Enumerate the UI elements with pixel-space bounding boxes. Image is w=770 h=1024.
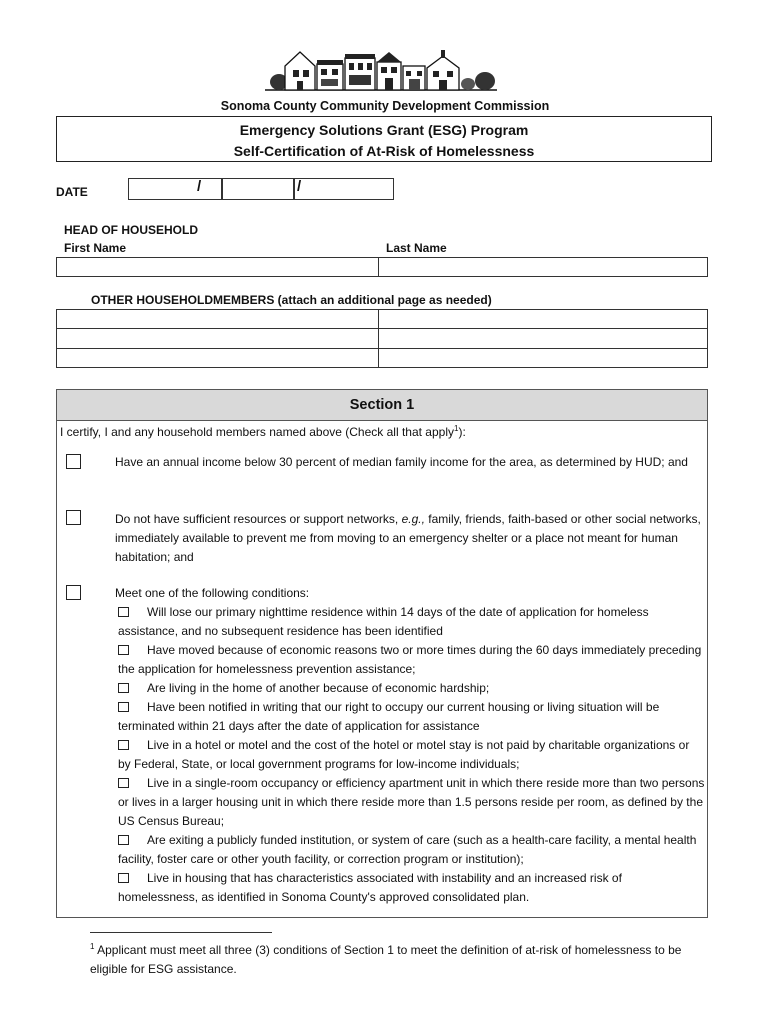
income-criterion-text: Have an annual income below 30 percent of median family income for the area, as determined by HUD; and — [115, 455, 688, 469]
agency-name: Sonoma County Community Development Commission — [220, 99, 550, 113]
conditions-checkbox[interactable] — [66, 585, 81, 600]
condition-checkbox[interactable] — [118, 607, 129, 617]
date-year-field[interactable] — [294, 178, 394, 200]
last-name-field[interactable] — [378, 257, 708, 277]
condition-item: Will lose our primary nighttime residence within 14 days of the date of application for homeless assistance, and no subsequent residence has been identified — [118, 605, 649, 638]
date-label: DATE — [56, 185, 88, 199]
condition-checkbox[interactable] — [118, 835, 129, 845]
condition-checkbox[interactable] — [118, 645, 129, 655]
head-of-household-label: HEAD OF HOUSEHOLD — [64, 223, 199, 237]
conditions-list — [115, 584, 705, 907]
resources-criterion-text: Do not have sufficient resources or support networks, e.g., family, friends, faith-based or other social networks, immediately available to prevent me from moving to an emergency shelter or a place not meant for human habitation; and — [115, 512, 701, 564]
member-name-field[interactable] — [56, 309, 379, 329]
member-name-field[interactable] — [378, 328, 708, 349]
certify-intro: I certify, I and any household members named above (Check all that apply$^1$): — [60, 424, 466, 439]
condition-item: Have moved because of economic reasons two or more times during the 60 days immediately preceding the application for homelessness prevention assistance; — [118, 643, 702, 676]
condition-item: Live in housing that has characteristics associated with instability and an increased risk of homelessness, as identified in Sonoma County's approved consolidated plan. — [118, 871, 622, 904]
date-separator: / — [197, 178, 202, 195]
date-month-field[interactable] — [128, 178, 222, 200]
member-name-field[interactable] — [378, 348, 708, 368]
form-title — [56, 116, 712, 162]
first-name-label: First Name — [64, 241, 127, 255]
member-name-field[interactable] — [56, 328, 379, 349]
member-name-field[interactable] — [378, 309, 708, 329]
member-name-field[interactable] — [56, 348, 379, 368]
footnote: $^1$ Applicant must meet all three (3) conditions of Section 1 to meet the definition of at-risk of homelessness to be eligible for ESG assistance. — [90, 942, 682, 976]
condition-item: Are living in the home of another because of economic hardship; — [115, 679, 705, 698]
first-name-field[interactable] — [56, 257, 379, 277]
section-1 — [56, 389, 708, 918]
section-1-title: Section 1 — [57, 390, 707, 421]
condition-checkbox[interactable] — [118, 778, 129, 788]
condition-checkbox[interactable] — [118, 740, 129, 750]
conditions-intro: Meet one of the following conditions: — [115, 586, 310, 600]
title-line-1: Emergency Solutions Grant (ESG) Program — [239, 122, 529, 138]
condition-item: Are exiting a publicly funded institution, or system of care (such as a health-care facility, a mental health facility, foster care or other youth facility, or correction program or institution); — [118, 833, 697, 866]
condition-checkbox[interactable] — [118, 702, 129, 712]
other-members-label: OTHER HOUSEHOLDMEMBERS (attach an additional page as needed) — [91, 293, 492, 307]
town-skyline-logo — [265, 44, 497, 92]
condition-checkbox[interactable] — [118, 873, 129, 883]
date-separator: / — [297, 178, 302, 195]
footnote-divider — [90, 932, 272, 933]
condition-item: Live in a single-room occupancy or efficiency apartment unit in which there reside more than two persons or lives in a larger housing unit in which there reside more than 1.5 persons reside per room, as defined by the US Census Bureau; — [118, 776, 705, 828]
last-name-label: Last Name — [386, 241, 447, 255]
condition-item: Have been notified in writing that our right to occupy our current housing or living situation will be terminated within 21 days after the date of application for assistance — [118, 700, 660, 733]
condition-item: Live in a hotel or motel and the cost of the hotel or motel stay is not paid by charitable organizations or by Federal, State, or local government programs for low-income individuals; — [118, 738, 690, 771]
title-line-2: Self-Certification of At-Risk of Homelessness — [233, 143, 535, 159]
date-day-field[interactable] — [222, 178, 294, 200]
condition-checkbox[interactable] — [118, 683, 129, 693]
resources-checkbox[interactable] — [66, 510, 81, 525]
income-checkbox[interactable] — [66, 454, 81, 469]
